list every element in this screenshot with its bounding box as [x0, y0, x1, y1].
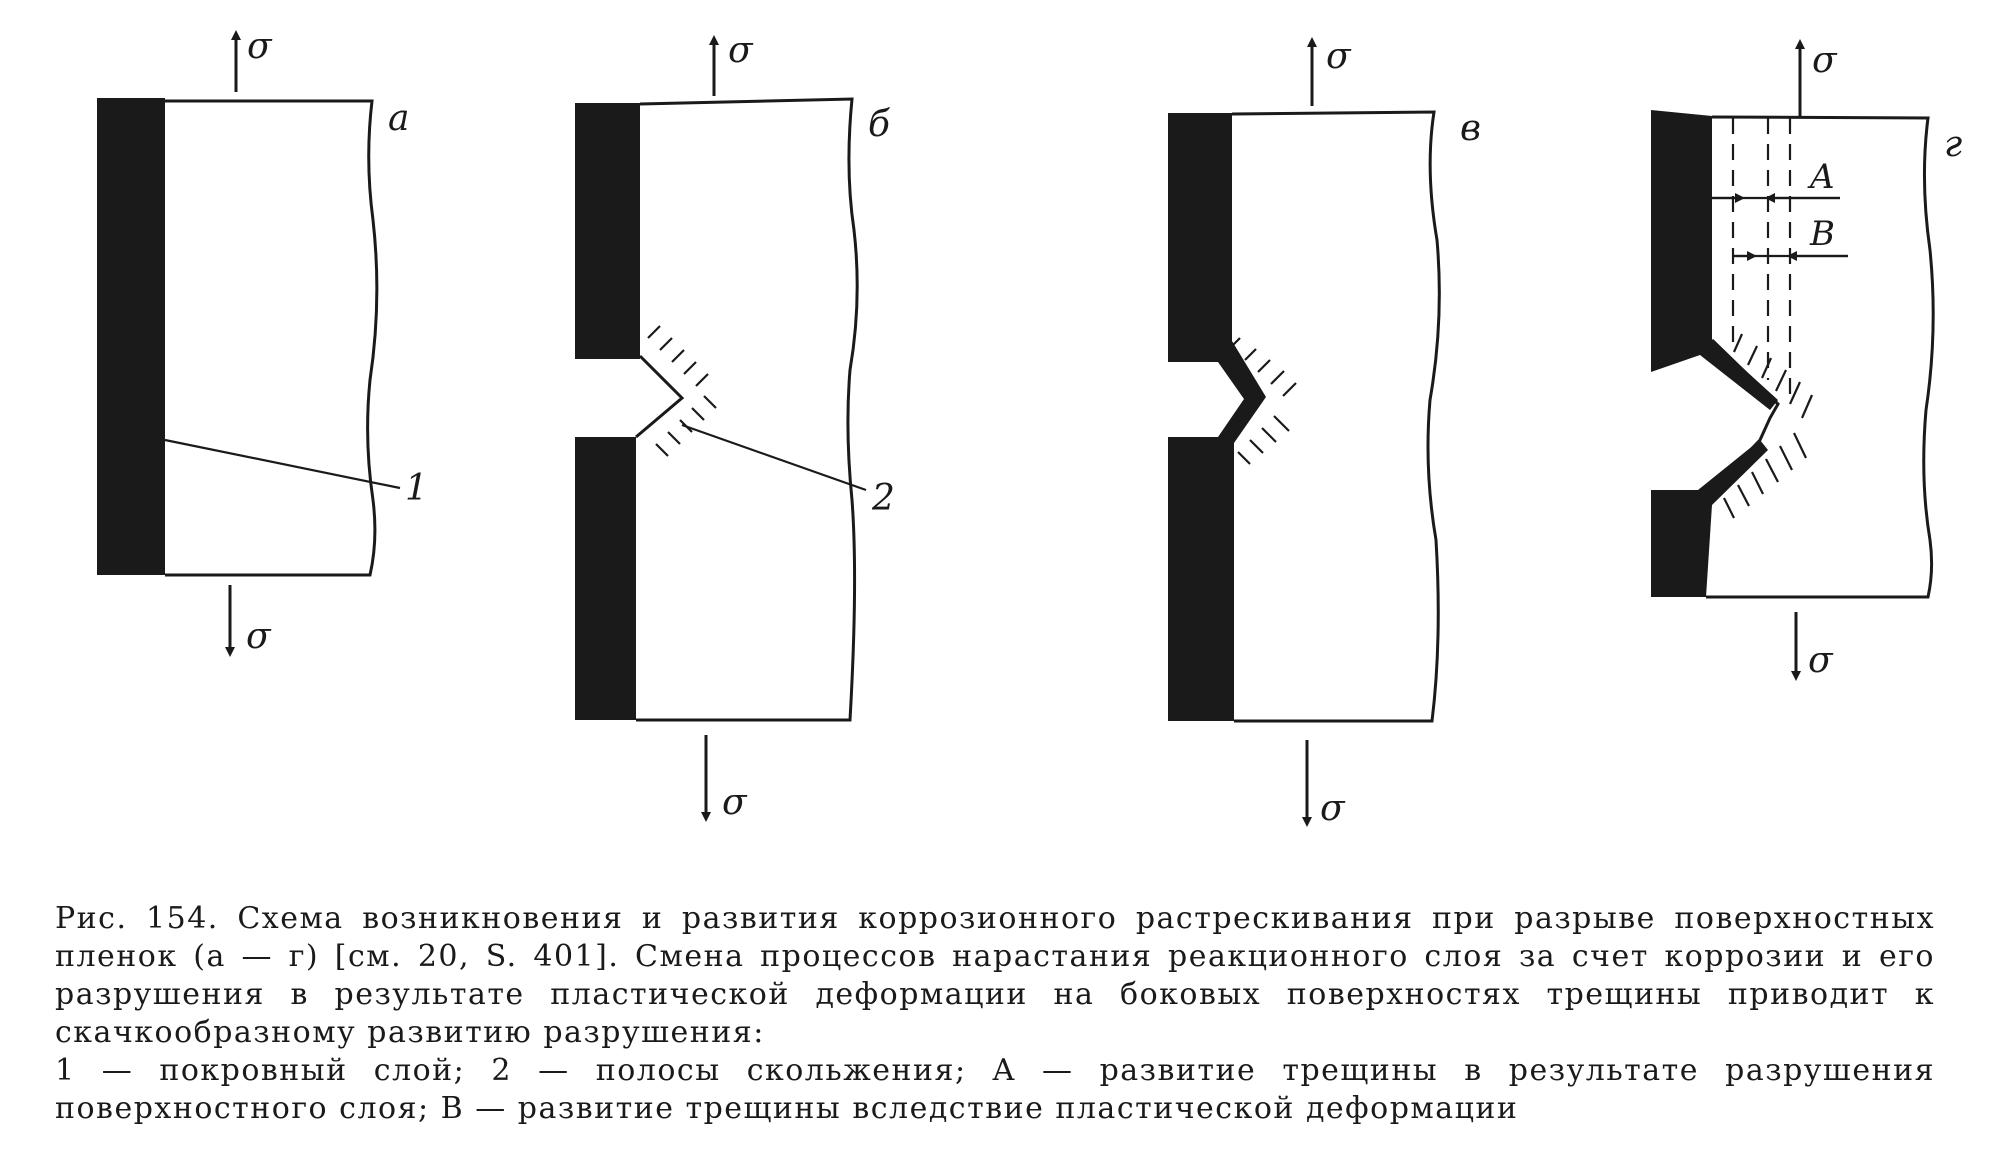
panel-b	[575, 30, 895, 823]
panel-a	[97, 26, 428, 657]
panel-v-specimen-outline	[1232, 112, 1439, 721]
panel-b-stress-label-bottom: σ	[722, 782, 747, 823]
panel-v-stress-label-bottom: σ	[1320, 788, 1345, 829]
dimension-B-label: B	[1810, 214, 1835, 254]
panel-g-dashed-lines	[1733, 118, 1790, 400]
panel-v	[1168, 36, 1481, 829]
panel-b-stress-label-top: σ	[728, 30, 753, 71]
panel-b-coating-upper	[575, 103, 640, 359]
callout-2-leader	[682, 425, 866, 490]
panel-g-coating-lower	[1651, 440, 1768, 597]
caption-paragraph-main: Рис. 154. Схема возникновения и развития коррозионного растрескивания при разрыве поверхностных пленок (а — г) [см. 20, S. 401]. Смена процессов нарастания реакционного слоя за счет коррозии и его разрушения в результате пластической деформации на боковых поверхностях трещины приводит к скачкообразному развитию разрушения:	[55, 901, 1935, 1050]
panel-a-letter: а	[388, 98, 410, 139]
panel-g	[1651, 40, 1962, 681]
panel-b-coating-lower	[575, 437, 636, 720]
panel-a-stress-label-top: σ	[247, 26, 272, 67]
panel-b-slip-bands	[648, 326, 716, 456]
panel-a-stress-label-bottom: σ	[246, 616, 271, 657]
panel-g-dimension-A	[1712, 157, 1840, 198]
figure-caption	[55, 900, 1935, 1128]
panel-g-letter: г	[1944, 124, 1963, 165]
callout-1-label: 1	[405, 468, 428, 509]
callout-2-label: 2	[872, 478, 895, 519]
panel-b-letter: б	[868, 104, 890, 145]
panel-a-coating-layer	[97, 98, 165, 575]
panel-g-stress-label-top: σ	[1812, 40, 1837, 81]
panel-v-letter: в	[1460, 108, 1481, 149]
panel-a-specimen-outline	[165, 101, 377, 575]
panel-b-crack-notch	[636, 356, 682, 437]
panel-g-stress-label-bottom: σ	[1808, 640, 1833, 681]
caption-paragraph-legend: 1 — покровный слой; 2 — полосы скольжения; A — развитие трещины в результате разрушения поверхностного слоя; B — развитие трещины вследствие пластической деформации	[55, 1053, 1935, 1126]
panel-g-coating-upper	[1651, 110, 1778, 410]
dimension-A-label: A	[1810, 157, 1835, 197]
callout-1-leader	[165, 440, 400, 488]
panel-v-stress-label-top: σ	[1326, 36, 1351, 77]
